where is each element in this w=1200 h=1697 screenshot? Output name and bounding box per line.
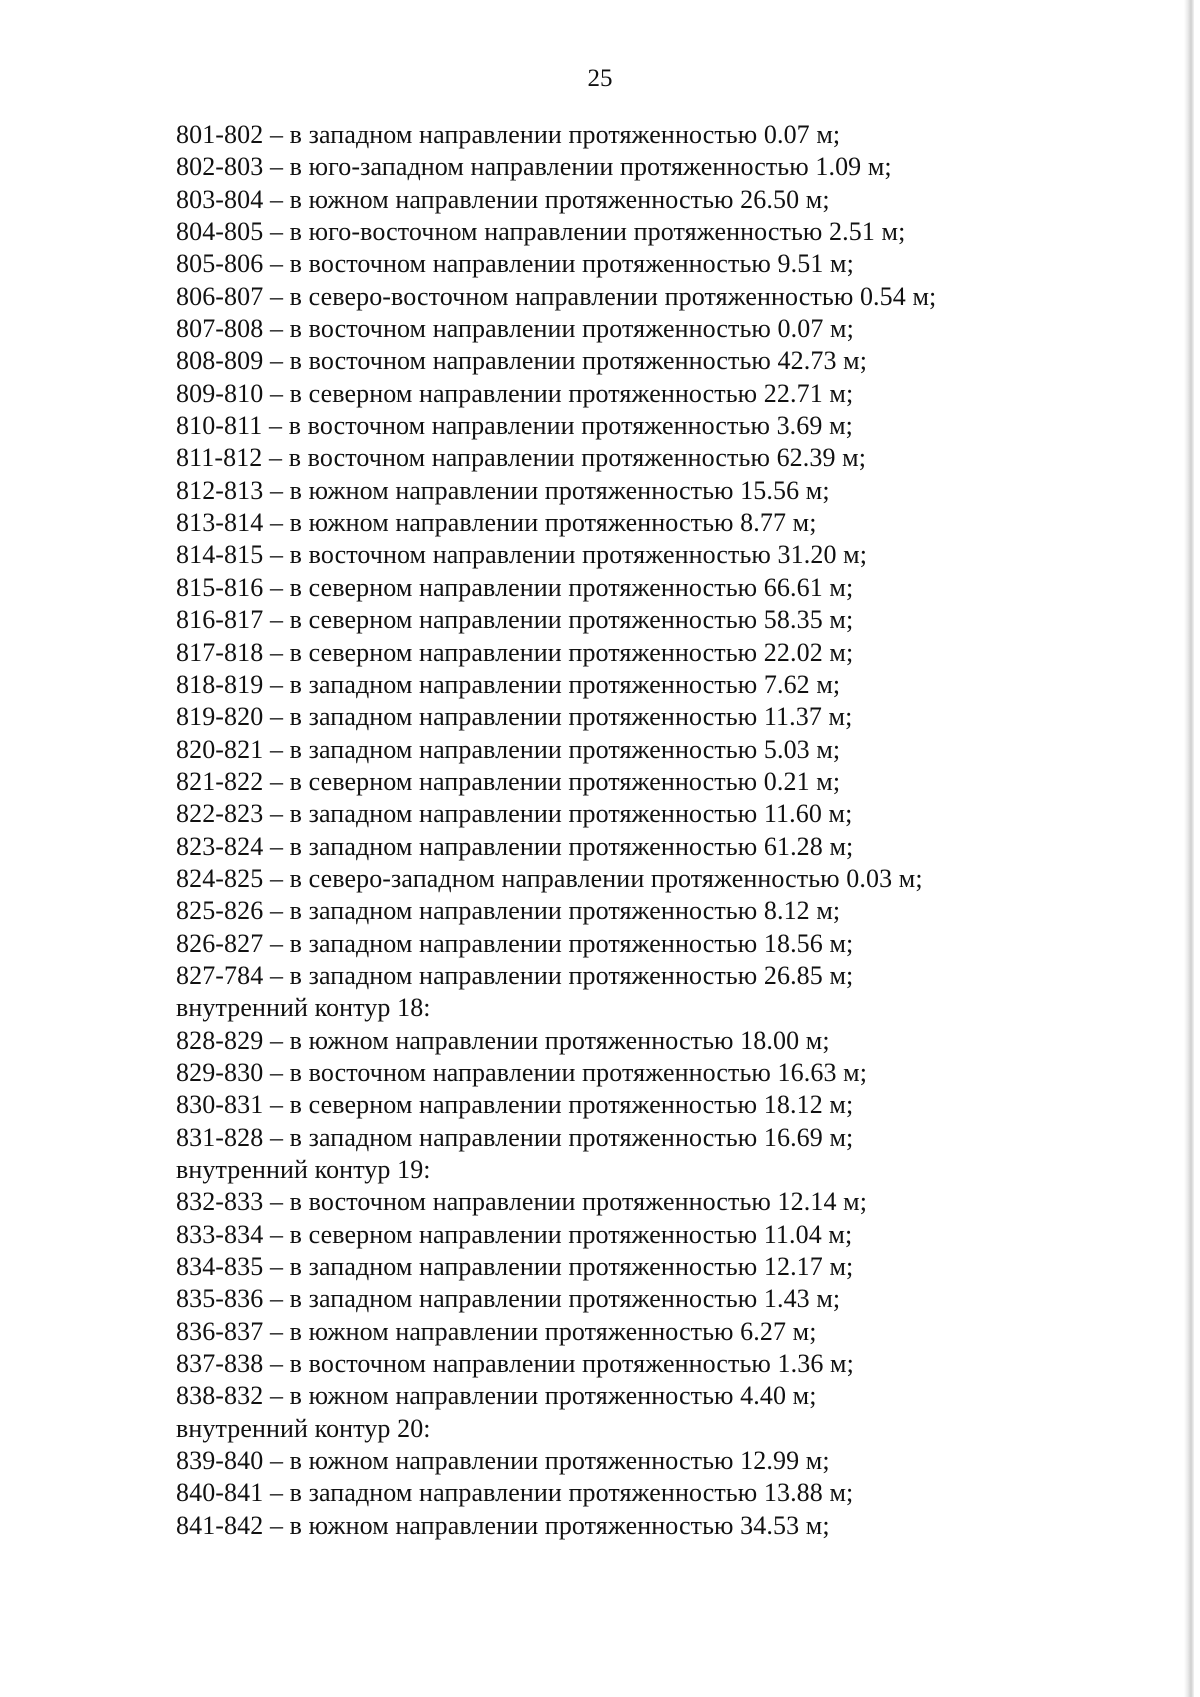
boundary-segment-line: 831-828 – в западном направлении протяженностью 16.69 м; xyxy=(176,1122,854,1152)
boundary-segment-line: 841-842 – в южном направлении протяженностью 34.53 м; xyxy=(176,1510,830,1540)
boundary-segment-line: 816-817 – в северном направлении протяженностью 58.35 м; xyxy=(176,605,854,635)
contour-heading: внутренний контур 19: xyxy=(176,1155,431,1184)
boundary-segment-line: 834-835 – в западном направлении протяженностью 12.17 м; xyxy=(176,1252,854,1282)
boundary-segment-line: 811-812 – в восточном направлении протяженностью 62.39 м; xyxy=(176,443,867,473)
boundary-segment-line: 839-840 – в южном направлении протяженностью 12.99 м; xyxy=(176,1446,830,1476)
boundary-segment-line: 840-841 – в западном направлении протяженностью 13.88 м; xyxy=(176,1478,854,1508)
boundary-segment-line: 838-832 – в южном направлении протяженностью 4.40 м; xyxy=(176,1381,817,1411)
boundary-segment-line: 835-836 – в западном направлении протяженностью 1.43 м; xyxy=(176,1284,841,1314)
boundary-segment-line: 803-804 – в южном направлении протяженностью 26.50 м; xyxy=(176,184,830,214)
boundary-segment-line: 817-818 – в северном направлении протяженностью 22.02 м; xyxy=(176,637,854,667)
document-body xyxy=(176,119,1176,1542)
boundary-segment-line: 833-834 – в северном направлении протяженностью 11.04 м; xyxy=(176,1219,853,1249)
scan-edge-shadow xyxy=(1184,0,1194,1697)
boundary-segment-line: 814-815 – в восточном направлении протяженностью 31.20 м; xyxy=(176,540,868,570)
boundary-segment-line: 806-807 – в северо-восточном направлении протяженностью 0.54 м; xyxy=(176,281,937,311)
boundary-segment-line: 813-814 – в южном направлении протяженностью 8.77 м; xyxy=(176,508,817,538)
boundary-segment-line: 809-810 – в северном направлении протяженностью 22.71 м; xyxy=(176,378,854,408)
boundary-segment-line: 836-837 – в южном направлении протяженностью 6.27 м; xyxy=(176,1316,817,1346)
boundary-segment-line: 820-821 – в западном направлении протяженностью 5.03 м; xyxy=(176,734,841,764)
boundary-segment-line: 827-784 – в западном направлении протяженностью 26.85 м; xyxy=(176,960,854,990)
boundary-segment-line: 823-824 – в западном направлении протяженностью 61.28 м; xyxy=(176,831,854,861)
boundary-segment-line: 824-825 – в северо-западном направлении протяженностью 0.03 м; xyxy=(176,863,923,893)
boundary-segment-line: 825-826 – в западном направлении протяженностью 8.12 м; xyxy=(176,896,841,926)
boundary-segment-line: 805-806 – в восточном направлении протяженностью 9.51 м; xyxy=(176,249,854,279)
boundary-segment-line: 801-802 – в западном направлении протяженностью 0.07 м; xyxy=(176,120,841,149)
contour-heading: внутренний контур 18: xyxy=(176,993,431,1023)
boundary-segment-line: 822-823 – в западном направлении протяженностью 11.60 м; xyxy=(176,799,853,829)
boundary-segment-line: 810-811 – в восточном направлении протяженностью 3.69 м; xyxy=(176,411,853,441)
boundary-segment-line: 802-803 – в юго-западном направлении протяженностью 1.09 м; xyxy=(176,152,892,182)
boundary-segment-line: 821-822 – в северном направлении протяженностью 0.21 м; xyxy=(176,766,841,796)
boundary-segment-line: 808-809 – в восточном направлении протяженностью 42.73 м; xyxy=(176,346,868,376)
boundary-segment-line: 819-820 – в западном направлении протяженностью 11.37 м; xyxy=(176,702,853,732)
boundary-segment-line: 812-813 – в южном направлении протяженностью 15.56 м; xyxy=(176,475,830,505)
contour-heading: внутренний контур 20: xyxy=(176,1413,431,1443)
boundary-segment-line: 807-808 – в восточном направлении протяженностью 0.07 м; xyxy=(176,314,854,344)
boundary-segment-line: 830-831 – в северном направлении протяженностью 18.12 м; xyxy=(176,1090,854,1120)
boundary-segment-line: 837-838 – в восточном направлении протяженностью 1.36 м; xyxy=(176,1349,854,1379)
boundary-segment-line: 832-833 – в восточном направлении протяженностью 12.14 м; xyxy=(176,1187,868,1217)
boundary-segment-line: 829-830 – в восточном направлении протяженностью 16.63 м; xyxy=(176,1057,868,1087)
boundary-segment-line: 826-827 – в западном направлении протяженностью 18.56 м; xyxy=(176,928,854,958)
page-number: 25 xyxy=(587,65,613,92)
boundary-segment-line: 818-819 – в западном направлении протяженностью 7.62 м; xyxy=(176,669,841,699)
boundary-segment-line: 815-816 – в северном направлении протяженностью 66.61 м; xyxy=(176,572,854,602)
boundary-segment-line: 828-829 – в южном направлении протяженностью 18.00 м; xyxy=(176,1025,830,1055)
boundary-segment-line: 804-805 – в юго-восточном направлении протяженностью 2.51 м; xyxy=(176,217,906,247)
